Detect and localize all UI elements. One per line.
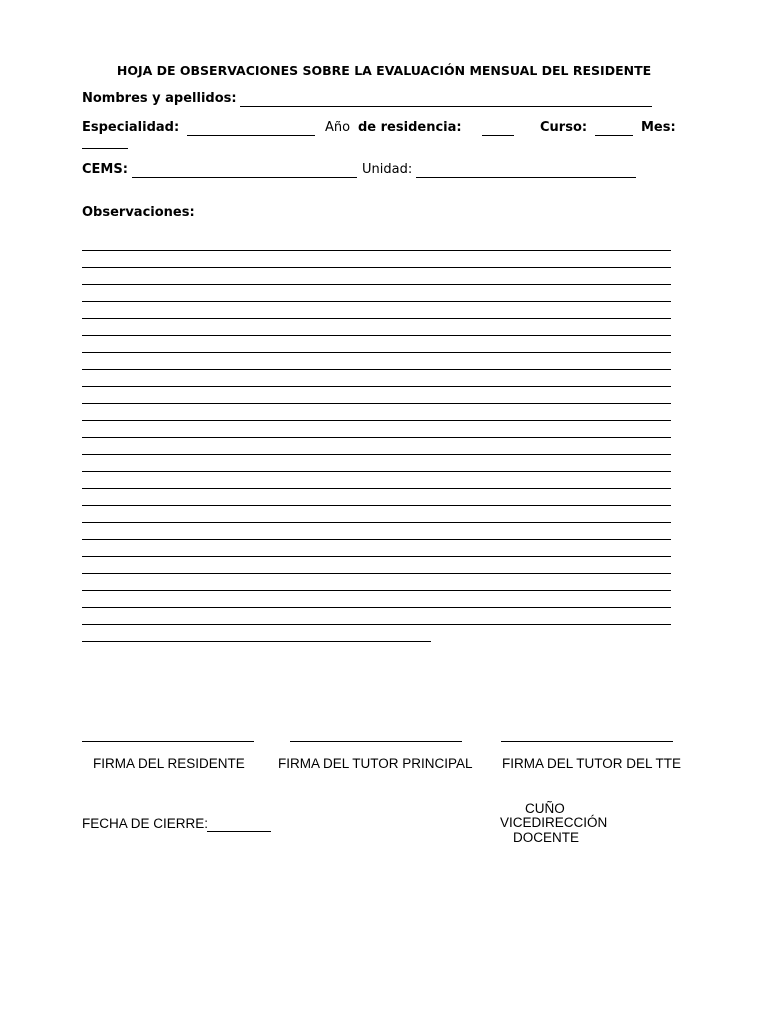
nombres-label: Nombres y apellidos: xyxy=(82,91,237,106)
writing-line xyxy=(82,607,671,608)
unidad-field[interactable] xyxy=(416,162,636,178)
unidad-label: Unidad: xyxy=(362,162,413,177)
cems-field[interactable] xyxy=(132,162,357,178)
firma-tutor-principal-line[interactable] xyxy=(290,741,462,742)
firma-tutor-tte-label: FIRMA DEL TUTOR DEL TTE xyxy=(502,756,682,771)
document-title: HOJA DE OBSERVACIONES SOBRE LA EVALUACIÓN MENSUAL DEL RESIDENTE xyxy=(116,63,652,78)
especialidad-label: Especialidad: xyxy=(82,120,180,135)
fecha-cierre-field[interactable] xyxy=(207,816,271,832)
especialidad-field[interactable] xyxy=(187,120,315,136)
curso-label: Curso: xyxy=(540,120,588,135)
firma-residente-line[interactable] xyxy=(82,741,254,742)
fecha-cierre-label: FECHA DE CIERRE: xyxy=(82,816,209,831)
mes-label: Mes: xyxy=(641,120,676,135)
cuno-line-2: VICEDIRECCIÓN xyxy=(500,815,608,830)
writing-line xyxy=(82,386,671,387)
firma-tutor-tte-line[interactable] xyxy=(501,741,673,742)
writing-line xyxy=(82,301,671,302)
residencia-label: de residencia: xyxy=(358,120,462,135)
anio-field[interactable] xyxy=(482,120,514,136)
writing-line xyxy=(82,505,671,506)
writing-line xyxy=(82,420,671,421)
writing-line xyxy=(82,471,671,472)
writing-line xyxy=(82,522,671,523)
writing-line xyxy=(82,539,671,540)
writing-line xyxy=(82,284,671,285)
writing-line xyxy=(82,352,671,353)
writing-line xyxy=(82,454,671,455)
writing-line xyxy=(82,335,671,336)
writing-line xyxy=(82,250,671,251)
mes-field[interactable] xyxy=(82,133,128,149)
nombres-field[interactable] xyxy=(240,91,652,107)
cems-label: CEMS: xyxy=(82,162,128,177)
curso-field[interactable] xyxy=(595,120,633,136)
writing-line xyxy=(82,488,671,489)
anio-label: Año xyxy=(325,120,351,135)
writing-line xyxy=(82,624,671,625)
observaciones-label: Observaciones: xyxy=(82,205,195,220)
firma-tutor-principal-label: FIRMA DEL TUTOR PRINCIPAL xyxy=(278,756,473,771)
firma-residente-label: FIRMA DEL RESIDENTE xyxy=(93,756,245,771)
writing-line xyxy=(82,267,671,268)
cuno-line-3: DOCENTE xyxy=(513,830,580,845)
writing-line xyxy=(82,556,671,557)
writing-line xyxy=(82,437,671,438)
writing-line xyxy=(82,590,671,591)
cuno-line-1: CUÑO xyxy=(525,801,565,816)
writing-line xyxy=(82,318,671,319)
writing-line xyxy=(82,573,671,574)
writing-line xyxy=(82,403,671,404)
writing-line xyxy=(82,369,671,370)
writing-line xyxy=(82,641,431,642)
